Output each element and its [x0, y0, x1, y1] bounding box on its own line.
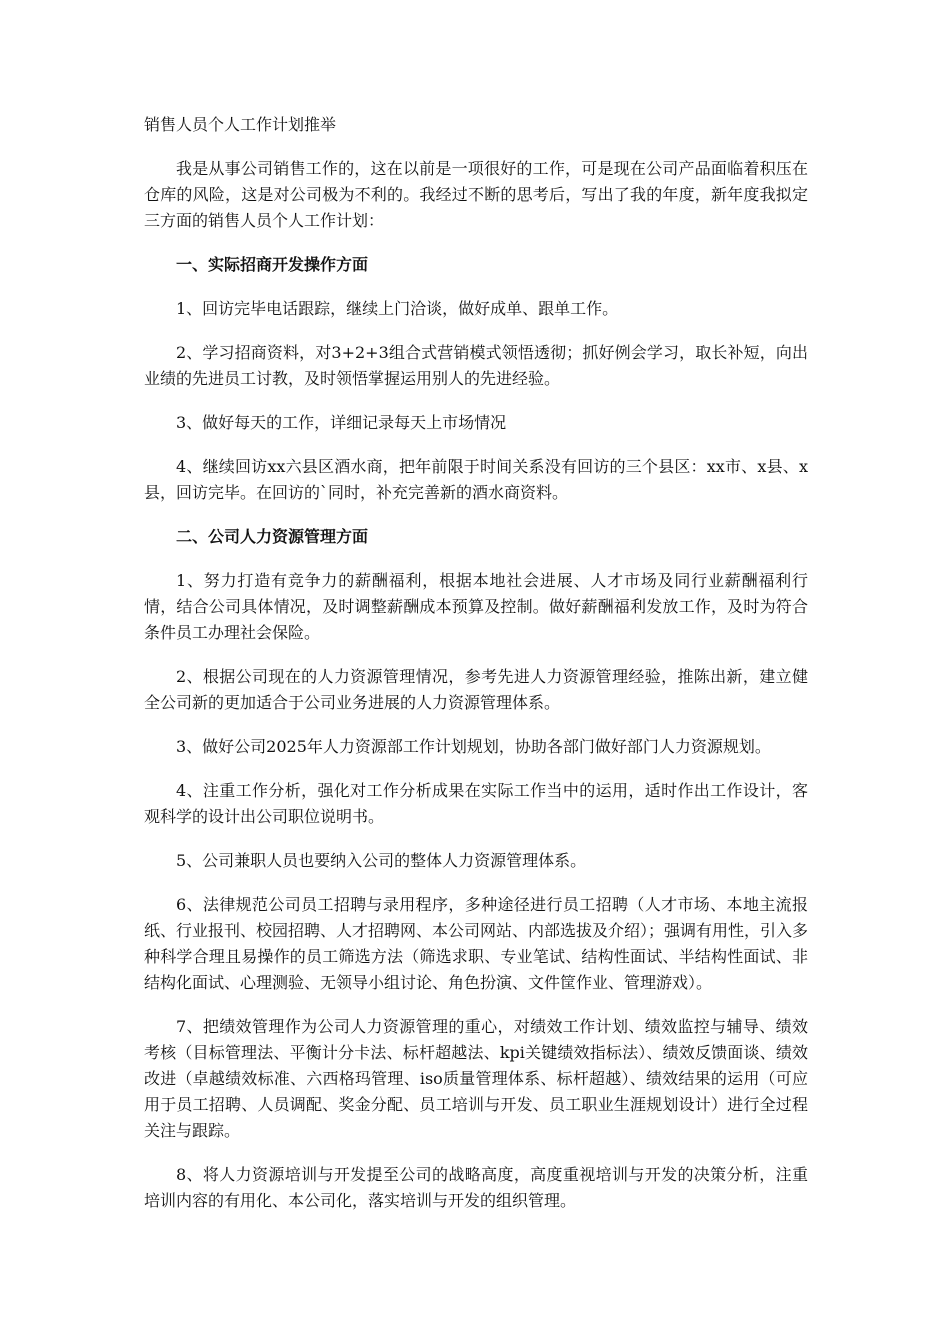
list-item: 4、注重工作分析，强化对工作分析成果在实际工作当中的运用，适时作出工作设计，客观科学的设计出公司职位说明书。 [144, 781, 808, 826]
document-title: 销售人员个人工作计划推举 [144, 115, 337, 134]
section-heading-hr: 二、公司人力资源管理方面 [176, 527, 369, 546]
intro-paragraph: 我是从事公司销售工作的，这在以前是一项很好的工作，可是现在公司产品面临着积压在仓库的风险，这是对公司极为不利的。我经过不断的思考后，写出了我的年度，新年度我拟定三方面的销售人员个人工作计划： [144, 159, 808, 230]
list-item: 4、继续回访xx六县区酒水商，把年前限于时间关系没有回访的三个县区：xx市、x县、x县，回访完毕。在回访的`同时，补充完善新的酒水商资料。 [144, 457, 808, 502]
list-item: 3、做好公司2025年人力资源部工作计划规划，协助各部门做好部门人力资源规划。 [176, 737, 771, 756]
list-item: 8、将人力资源培训与开发提至公司的战略高度，高度重视培训与开发的决策分析，注重培训内容的有用化、本公司化，落实培训与开发的组织管理。 [144, 1165, 808, 1210]
section-heading-investment: 一、实际招商开发操作方面 [176, 255, 369, 274]
list-item: 5、公司兼职人员也要纳入公司的整体人力资源管理体系。 [176, 851, 587, 870]
list-item: 1、努力打造有竞争力的薪酬福利，根据本地社会进展、人才市场及同行业薪酬福利行情，结合公司具体情况，及时调整薪酬成本预算及控制。做好薪酬福利发放工作，及时为符合条件员工办理社会保险。 [144, 571, 808, 642]
list-item: 2、根据公司现在的人力资源管理情况，参考先进人力资源管理经验，推陈出新，建立健全公司新的更加适合于公司业务进展的人力资源管理体系。 [144, 667, 808, 712]
document-body [144, 112, 808, 1232]
list-item: 2、学习招商资料，对3+2+3组合式营销模式领悟透彻；抓好例会学习，取长补短，向出业绩的先进员工讨教，及时领悟掌握运用别人的先进经验。 [144, 343, 808, 388]
list-item: 3、做好每天的工作，详细记录每天上市场情况 [176, 413, 507, 432]
list-item: 7、把绩效管理作为公司人力资源管理的重心，对绩效工作计划、绩效监控与辅导、绩效考核（目标管理法、平衡计分卡法、标杆超越法、kpi关键绩效指标法）、绩效反馈面谈、绩效改进（卓越绩效标准、六西格玛管理、iso质量管理体系、标杆超越）、绩效结果的运用（可应用于员工招聘、人员调配、奖金分配、员工培训与开发、员工职业生涯规划设计）进行全过程关注与跟踪。 [144, 1017, 808, 1140]
list-item: 6、法律规范公司员工招聘与录用程序，多种途径进行员工招聘（人才市场、本地主流报纸、行业报刊、校园招聘、人才招聘网、本公司网站、内部选拔及介绍）；强调有用性，引入多种科学合理且易操作的员工筛选方法（筛选求职、专业笔试、结构性面试、半结构性面试、非结构化面试、心理测验、无领导小组讨论、角色扮演、文件筐作业、管理游戏）。 [144, 895, 809, 992]
list-item: 1、回访完毕电话跟踪，继续上门洽谈，做好成单、跟单工作。 [176, 299, 619, 318]
